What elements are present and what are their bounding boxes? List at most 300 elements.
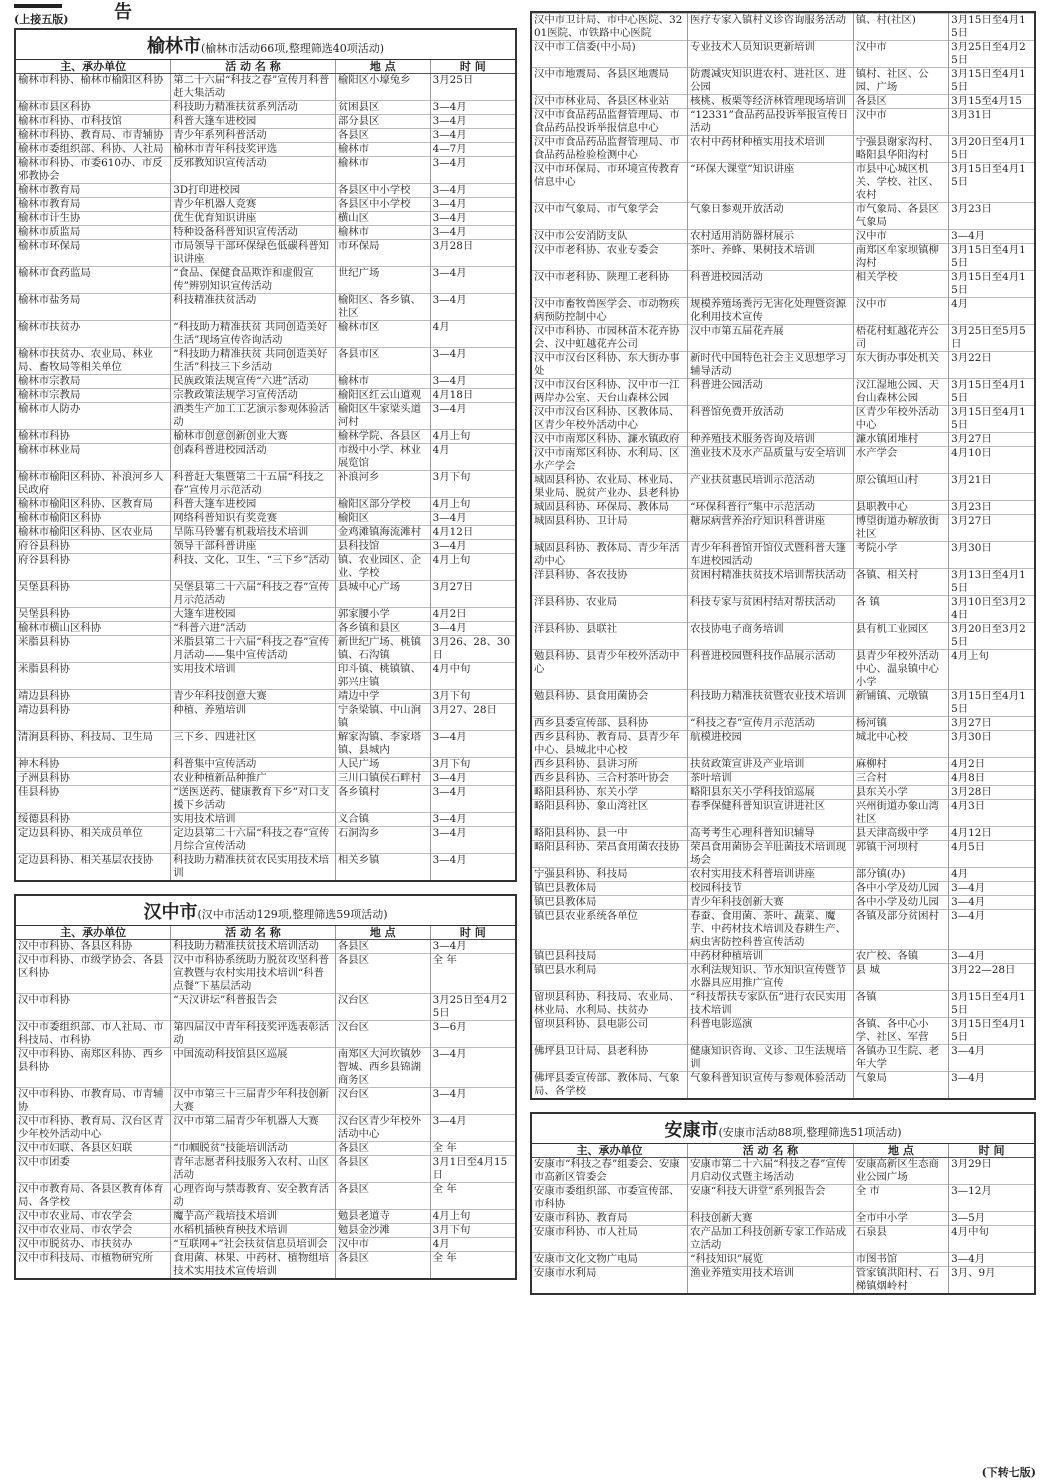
time-cell: 3—4月 — [430, 101, 515, 115]
table-row — [532, 991, 1034, 1018]
time-cell: 3—4月 — [430, 1115, 515, 1142]
time-cell: 4月 — [430, 321, 515, 348]
org-cell: 汉中市科技局、市植物研究所 — [16, 1252, 171, 1279]
org-cell: 榆林市林业局 — [16, 444, 171, 471]
col-header-name: 活 动 名 称 — [171, 926, 336, 940]
activity-cell: 青少年机器人竞赛 — [171, 198, 336, 212]
table-row — [532, 474, 1034, 501]
activity-cell: 医疗专家入镇村义诊咨询服务活动 — [688, 14, 854, 41]
yulin-section — [14, 28, 517, 882]
hanzhong-header-row — [16, 926, 515, 940]
time-cell: 3月下旬 — [430, 1224, 515, 1238]
org-cell: 留坝县科协、县电影公司 — [532, 1018, 688, 1045]
activity-cell: 食用菌、林果、中药材、植物组培技术实用技术宣传培训 — [171, 1252, 336, 1279]
place-cell: 麻柳村 — [853, 758, 948, 772]
activity-cell: 3D打印进校园 — [171, 184, 336, 198]
table-row — [532, 596, 1034, 623]
time-cell: 3—4月 — [430, 267, 515, 294]
org-cell: 佛坪县委宣传部、教体局、气象局、各学校 — [532, 1072, 688, 1099]
table-row — [16, 663, 515, 690]
time-cell: 3—4月 — [430, 1048, 515, 1088]
place-cell: 各县区 — [335, 1252, 430, 1279]
activity-cell: 科普进校园活动 — [688, 271, 854, 298]
org-cell: 汉中市老科协、陕理工老科协 — [532, 271, 688, 298]
place-cell: 各乡镇和县区 — [335, 622, 430, 636]
time-cell: 3—4月 — [430, 226, 515, 240]
time-cell: 3月10日至3月24日 — [949, 596, 1034, 623]
activity-cell: 茶叶、养蜂、果树技术培训 — [688, 244, 854, 271]
activity-cell: 科技、文化、卫生、“三下乡”活动 — [171, 554, 336, 581]
org-cell: 吴堡县科协 — [16, 581, 171, 608]
place-cell: 榆林市 — [335, 143, 430, 157]
time-cell: 4月上旬 — [430, 1210, 515, 1224]
table-row — [532, 910, 1034, 950]
table-row — [532, 14, 1034, 41]
table-row — [532, 501, 1034, 515]
time-cell: 3月、9月 — [949, 1267, 1034, 1294]
place-cell: 博望街道办解放街社区 — [853, 515, 948, 542]
org-cell: 靖边县科协 — [16, 690, 171, 704]
table-row — [16, 622, 515, 636]
time-cell: 全 年 — [430, 1183, 515, 1210]
org-cell: 汉中市委组织部、市人社局、市科技局、市科协 — [16, 1021, 171, 1048]
activity-cell: 中药材种植培训 — [688, 950, 854, 964]
org-cell: 汉中市教育局、各县区教育体育局、各学校 — [16, 1183, 171, 1210]
org-cell: 勉县科协、县青少年校外活动中心 — [532, 650, 688, 690]
table-row — [16, 1115, 515, 1142]
hanzhong-table-body — [16, 940, 515, 1279]
table-row — [532, 68, 1034, 95]
activity-cell: “巾帼脱贫”技能培训活动 — [171, 1142, 336, 1156]
yulin-header-row — [16, 60, 515, 74]
table-row — [16, 101, 515, 115]
time-cell: 3—4月 — [430, 212, 515, 226]
activity-cell: “科技助力精准扶贫 共同创造美好生活”科技三下乡活动 — [171, 348, 336, 375]
place-cell: 县天津高级中学 — [853, 827, 948, 841]
activity-cell: “科技知识”展览 — [688, 1253, 854, 1267]
place-cell: 各中小学及幼儿园 — [853, 896, 948, 910]
place-cell: 各县区 — [853, 95, 948, 109]
time-cell: 4月2日 — [949, 758, 1034, 772]
table-row — [16, 1048, 515, 1088]
org-cell: 榆林市县区科协 — [16, 101, 171, 115]
table-row — [16, 1210, 515, 1224]
place-cell: 镇、村(社区) — [853, 14, 948, 41]
org-cell: 城固县科协、教体局、青少年活动中心 — [532, 542, 688, 569]
yulin-table-body — [16, 74, 515, 881]
table-row — [532, 379, 1034, 406]
time-cell: 3—4月 — [430, 940, 515, 954]
activity-cell: 气象日参观开放活动 — [688, 203, 854, 230]
place-cell: 管家镇洪阳村、石梯镇烟岭村 — [853, 1267, 948, 1294]
activity-cell: 安康“科技大讲堂”系列报告会 — [688, 1185, 854, 1212]
table-row — [532, 447, 1034, 474]
time-cell: 3—4月 — [430, 813, 515, 827]
activity-cell: 科技创新大赛 — [688, 1212, 854, 1226]
col-header-time: 时 间 — [949, 1144, 1034, 1158]
org-cell: 汉中市环保局、市环境宣传教育信息中心 — [532, 163, 688, 203]
time-cell: 3月15日至4月15日 — [949, 1018, 1034, 1045]
activity-cell: 春季保健科普知识宣讲进社区 — [688, 800, 854, 827]
time-cell: 4月8日 — [949, 772, 1034, 786]
place-cell: 勉县老道寺 — [335, 1210, 430, 1224]
activity-cell: 科普赶大集暨第二十五届“科技之春”宣传月示范活动 — [171, 471, 336, 498]
table-row — [16, 731, 515, 758]
activity-cell: 茶叶培训 — [688, 772, 854, 786]
table-row — [532, 772, 1034, 786]
table-row — [532, 515, 1034, 542]
activity-cell: “送医送药、健康教育下乡”对口支援下乡活动 — [171, 786, 336, 813]
org-cell: 榆林市榆阳区科协、区教育局 — [16, 498, 171, 512]
table-row — [16, 498, 515, 512]
org-cell: 安康市水利局 — [532, 1267, 688, 1294]
time-cell: 3—6月 — [430, 1021, 515, 1048]
place-cell: 市级中小学、林业展览馆 — [335, 444, 430, 471]
place-cell: 三合村 — [853, 772, 948, 786]
col-header-name: 活 动 名 称 — [171, 60, 336, 74]
time-cell: 3月15日至4月15日 — [949, 244, 1034, 271]
activity-cell: 吴堡县第二十六届“科技之春”宣传月示范活动 — [171, 581, 336, 608]
place-cell: 各镇、各中心小学、社区、军营 — [853, 1018, 948, 1045]
place-cell: 新世纪广场、桃镇镇、石沟镇 — [335, 636, 430, 663]
table-row — [532, 203, 1034, 230]
place-cell: 农广校、各镇 — [853, 950, 948, 964]
table-row — [16, 954, 515, 994]
table-row — [532, 352, 1034, 379]
table-row — [532, 800, 1034, 827]
activity-cell: 宗教政策法规学习宣传活动 — [171, 389, 336, 403]
place-cell: 补浪河乡 — [335, 471, 430, 498]
place-cell: 各镇办卫生院、老年大学 — [853, 1045, 948, 1072]
table-row — [532, 758, 1034, 772]
table-row — [532, 1185, 1034, 1212]
activity-cell: 青少年科技创意大赛 — [171, 690, 336, 704]
col-header-name: 活 动 名 称 — [688, 1144, 854, 1158]
time-cell: 3月28日 — [430, 240, 515, 267]
place-cell: 南郑区大河坎镇妙智城、西乡县锦湖商务区 — [335, 1048, 430, 1088]
time-cell: 3月20日至3月25日 — [949, 623, 1034, 650]
place-cell: 县 城 — [853, 964, 948, 991]
org-cell: 宁强县科协、科技局 — [532, 868, 688, 882]
org-cell: 汉中市科协、南郑区科协、西乡县科协 — [16, 1048, 171, 1088]
org-cell: 榆林市人防办 — [16, 403, 171, 430]
table-row — [16, 430, 515, 444]
table-row — [16, 348, 515, 375]
place-cell: 各中小学及幼儿园 — [853, 882, 948, 896]
table-row — [16, 294, 515, 321]
table-row — [16, 512, 515, 526]
time-cell: 3—4月 — [430, 403, 515, 430]
org-cell: 榆林市科协 — [16, 430, 171, 444]
activity-cell: 网络科普知识有奖竞赛 — [171, 512, 336, 526]
activity-cell: “互联网+”社会扶贫信息员培训会 — [171, 1238, 336, 1252]
org-cell: 洋县科协、县联社 — [532, 623, 688, 650]
place-cell: 市气象局、各县区气象局 — [853, 203, 948, 230]
activity-cell: “环保大课堂”知识讲座 — [688, 163, 854, 203]
table-row — [532, 95, 1034, 109]
place-cell: 横山区 — [335, 212, 430, 226]
place-cell: 各县市区 — [335, 348, 430, 375]
org-cell: 西乡县科协、三合村茶叶协会 — [532, 772, 688, 786]
time-cell: 3月25日 — [430, 74, 515, 101]
org-cell: 西乡县科协、县讲习所 — [532, 758, 688, 772]
time-cell: 3—4月 — [949, 882, 1034, 896]
place-cell: 南郑区牟家坝镇柳沟村 — [853, 244, 948, 271]
table-row — [532, 1045, 1034, 1072]
time-cell: 3—4月 — [949, 1045, 1034, 1072]
table-row — [16, 854, 515, 881]
time-cell: 3月15日至4月15日 — [949, 14, 1034, 41]
table-row — [16, 940, 515, 954]
activity-cell: 农业种植新品种推广 — [171, 772, 336, 786]
org-cell: 汉中市科协 — [16, 994, 171, 1021]
activity-cell: 市局领导干部环保绿色低碳科普知识讲座 — [171, 240, 336, 267]
hanzhong-section — [14, 894, 517, 1280]
activity-cell: 科普大篷车进校园 — [171, 498, 336, 512]
org-cell: 安康市文化文物广电局 — [532, 1253, 688, 1267]
org-cell: 汉中市科协、市级学协会、各县区科协 — [16, 954, 171, 994]
org-cell: 榆林市宗教局 — [16, 389, 171, 403]
place-cell: 部分镇(办) — [853, 868, 948, 882]
table-row — [16, 581, 515, 608]
activity-cell: 第二十六届“科技之春”宣传月科普赶大集活动 — [171, 74, 336, 101]
time-cell: 3—4月 — [430, 540, 515, 554]
org-cell: 汉中市脱贫办、市扶贫办 — [16, 1238, 171, 1252]
place-cell: 汉中市 — [853, 109, 948, 136]
place-cell: 县东关小学 — [853, 786, 948, 800]
time-cell: 3—4月 — [430, 348, 515, 375]
table-row — [532, 841, 1034, 868]
table-row — [532, 230, 1034, 244]
place-cell: 县有机工业园区 — [853, 623, 948, 650]
org-cell: 汉中市汉台区科协、东大街办事处 — [532, 352, 688, 379]
org-cell: 定边县科协、相关成员单位 — [16, 827, 171, 854]
table-row — [16, 1252, 515, 1279]
time-cell: 3月20日至4月15日 — [949, 136, 1034, 163]
place-cell: 原公镇垣山村 — [853, 474, 948, 501]
place-cell: 贫困县区 — [335, 101, 430, 115]
time-cell: 4月 — [430, 1238, 515, 1252]
table-row — [16, 226, 515, 240]
yulin-table — [16, 60, 515, 880]
time-cell: 3—4月 — [430, 198, 515, 212]
activity-cell: “食品、保健食品欺诈和虚假宣传”辨别知识宣传活动 — [171, 267, 336, 294]
table-row — [16, 129, 515, 143]
col-header-place: 地 点 — [853, 1144, 948, 1158]
org-cell: 略阳县科协、荣昌食用菌农技协 — [532, 841, 688, 868]
place-cell: 人民广场 — [335, 758, 430, 772]
place-cell: 靖边中学 — [335, 690, 430, 704]
org-cell: 汉中市汉台区科协、区教体局、区青少年校外活动中心 — [532, 406, 688, 433]
time-cell: 3月15日至4月15日 — [949, 991, 1034, 1018]
time-cell: 4月12日 — [949, 827, 1034, 841]
time-cell: 4月上旬 — [430, 430, 515, 444]
place-cell: 杨河镇 — [853, 717, 948, 731]
time-cell: 3月15日至4月15日 — [949, 379, 1034, 406]
place-cell: 汉中市 — [853, 230, 948, 244]
activity-cell: 荣昌食用菌协会羊肚菌技术培训现场会 — [688, 841, 854, 868]
table-row — [532, 1226, 1034, 1253]
time-cell: 3—4月 — [430, 827, 515, 854]
org-cell: 榆林市教育局 — [16, 184, 171, 198]
place-cell: 梧花村虹越花卉公司 — [853, 325, 948, 352]
place-cell: 各县区 — [335, 1142, 430, 1156]
place-cell: 各乡镇村 — [335, 786, 430, 813]
org-cell: 汉中市科协、教育局、汉台区青少年校外活动中心 — [16, 1115, 171, 1142]
time-cell: 4月12日 — [430, 526, 515, 540]
org-cell: 米脂县科协 — [16, 663, 171, 690]
activity-cell: 科普进校园暨科技作品展示活动 — [688, 650, 854, 690]
place-cell: 相关乡镇 — [335, 854, 430, 881]
activity-cell: 农村适用消防器材展示 — [688, 230, 854, 244]
org-cell: 榆林市榆阳区科协、补浪河乡人民政府 — [16, 471, 171, 498]
org-cell: 汉中市团委 — [16, 1156, 171, 1183]
place-cell: 各县区 — [335, 940, 430, 954]
table-row — [16, 608, 515, 622]
org-cell: 城固县科协、农业局、林业局、果业局、脱贫产业办、县老科协 — [532, 474, 688, 501]
time-cell: 3月15日至4月15日 — [949, 163, 1034, 203]
header-bar — [14, 4, 62, 8]
time-cell: 3—4月 — [430, 512, 515, 526]
place-cell: 汉江湿地公园、天台山森林公园 — [853, 379, 948, 406]
org-cell: 城固县科协、环保局、教体局 — [532, 501, 688, 515]
activity-cell: 科普进公园活动 — [688, 379, 854, 406]
time-cell: 3—4月 — [430, 772, 515, 786]
place-cell: 东大街办事处机关 — [853, 352, 948, 379]
place-cell: 郭家腰小学 — [335, 608, 430, 622]
time-cell: 3月30日 — [949, 731, 1034, 758]
org-cell: 榆林市食药监局 — [16, 267, 171, 294]
time-cell: 3—4月 — [430, 731, 515, 758]
ankang-table — [532, 1144, 1034, 1293]
org-cell: 安康市委组织部、市委宣传部、市科协 — [532, 1185, 688, 1212]
activity-cell: “12331”食品药品投诉举报宣传日活动 — [688, 109, 854, 136]
org-cell: 安康市科协、教育局 — [532, 1212, 688, 1226]
activity-cell: 种养殖技术服务咨询及培训 — [688, 433, 854, 447]
activity-cell: 青少年科普馆开馆仪式暨科普大篷车进校园活动 — [688, 542, 854, 569]
activity-cell: 高考考生心理科普知识辅导 — [688, 827, 854, 841]
org-cell: 汉中市老科协、农业专委会 — [532, 244, 688, 271]
ankang-city-name: 安康市 — [664, 1120, 719, 1141]
table-row — [16, 184, 515, 198]
time-cell: 3—4月 — [430, 184, 515, 198]
time-cell: 3—4月 — [949, 896, 1034, 910]
table-row — [532, 41, 1034, 68]
place-cell: 汉台区 — [335, 1088, 430, 1115]
place-cell: 榆阳区部分学校 — [335, 498, 430, 512]
org-cell: 子洲县科协 — [16, 772, 171, 786]
org-cell: 榆林市计生协 — [16, 212, 171, 226]
time-cell: 4月 — [430, 444, 515, 471]
time-cell: 3月15日至4月15日 — [949, 68, 1034, 95]
activity-cell: 反邪教知识宣传活动 — [171, 157, 336, 184]
activity-cell: 渔业养殖实用技术培训 — [688, 1267, 854, 1294]
place-cell: 县职教中心 — [853, 501, 948, 515]
activity-cell: 农产品加工科技创新专家工作站成立活动 — [688, 1226, 854, 1253]
time-cell: 3月下旬 — [430, 690, 515, 704]
place-cell: 考院小学 — [853, 542, 948, 569]
table-row — [532, 896, 1034, 910]
table-row — [532, 731, 1034, 758]
table-row — [532, 1018, 1034, 1045]
table-row — [532, 964, 1034, 991]
org-cell: 镇巴县农业系统各单位 — [532, 910, 688, 950]
table-row — [16, 994, 515, 1021]
ankang-header-row — [532, 1144, 1034, 1158]
place-cell: 榆林市区 — [335, 321, 430, 348]
hanzhong-title — [16, 896, 515, 926]
org-cell: 榆林市委组织部、科协、人社局 — [16, 143, 171, 157]
table-row — [532, 882, 1034, 896]
place-cell: 宁条梁镇、中山涧镇 — [335, 704, 430, 731]
time-cell: 3月27日 — [430, 581, 515, 608]
time-cell: 3—4月 — [430, 786, 515, 813]
table-row — [532, 690, 1034, 717]
col-header-org: 主、承办单位 — [16, 926, 171, 940]
org-cell: 镇巴县科技局 — [532, 950, 688, 964]
org-cell: 榆林市榆阳区科协、区农业局 — [16, 526, 171, 540]
ankang-table-body — [532, 1158, 1034, 1294]
time-cell: 3—4月 — [430, 854, 515, 881]
time-cell: 4—7月 — [430, 143, 515, 157]
table-row — [532, 623, 1034, 650]
place-cell: 汉台区 — [335, 994, 430, 1021]
table-row — [532, 542, 1034, 569]
activity-cell: 魔芋高产栽培技术培训 — [171, 1210, 336, 1224]
time-cell: 3月27日 — [949, 515, 1034, 542]
place-cell: 榆阳区牛家梁头道河村 — [335, 403, 430, 430]
time-cell: 3—5月 — [949, 1212, 1034, 1226]
place-cell: 榆林学院、各县区 — [335, 430, 430, 444]
table-row — [16, 704, 515, 731]
activity-cell: 安康市第二十六届“科技之春”宣传月启动仪式暨主场活动 — [688, 1158, 854, 1185]
time-cell: 4月5日 — [949, 841, 1034, 868]
activity-cell: 科普馆免费开放活动 — [688, 406, 854, 433]
hanzhong-table — [16, 926, 515, 1278]
time-cell: 4月2日 — [430, 608, 515, 622]
org-cell: 府谷县科协 — [16, 540, 171, 554]
place-cell: 榆阳区 — [335, 512, 430, 526]
table-row — [16, 1183, 515, 1210]
activity-cell: 科技专家与贫困村结对帮扶活动 — [688, 596, 854, 623]
place-cell: 各镇、相关村 — [853, 569, 948, 596]
org-cell: 佛坪县卫计局、县老科协 — [532, 1045, 688, 1072]
org-cell: 榆林市科协、市科技馆 — [16, 115, 171, 129]
table-row — [532, 717, 1034, 731]
right-column — [530, 11, 1036, 1307]
table-row — [16, 786, 515, 813]
table-row — [532, 325, 1034, 352]
place-cell: 榆林市 — [335, 375, 430, 389]
org-cell: 勉县科协、县食用菌协会 — [532, 690, 688, 717]
table-row — [532, 271, 1034, 298]
org-cell: 绥德县科协 — [16, 813, 171, 827]
table-row — [16, 1224, 515, 1238]
activity-cell: 汉中市第三十三届青少年科技创新大赛 — [171, 1088, 336, 1115]
place-cell: 金鸡滩镇海流滩村 — [335, 526, 430, 540]
activity-cell: 气象科普知识宣传与参观体验活动 — [688, 1072, 854, 1099]
place-cell: 各县区中小学校 — [335, 184, 430, 198]
activity-cell: 三下乡、四进社区 — [171, 731, 336, 758]
place-cell: 气象局 — [853, 1072, 948, 1099]
place-cell: 各县区 — [335, 1156, 430, 1183]
activity-cell: 新时代中国特色社会主义思想学习辅导活动 — [688, 352, 854, 379]
place-cell: 濂水镇团堆村 — [853, 433, 948, 447]
time-cell: 4月上旬 — [430, 498, 515, 512]
org-cell: 洋县科协、各农技协 — [532, 569, 688, 596]
place-cell: 市环保局 — [335, 240, 430, 267]
table-row — [532, 163, 1034, 203]
